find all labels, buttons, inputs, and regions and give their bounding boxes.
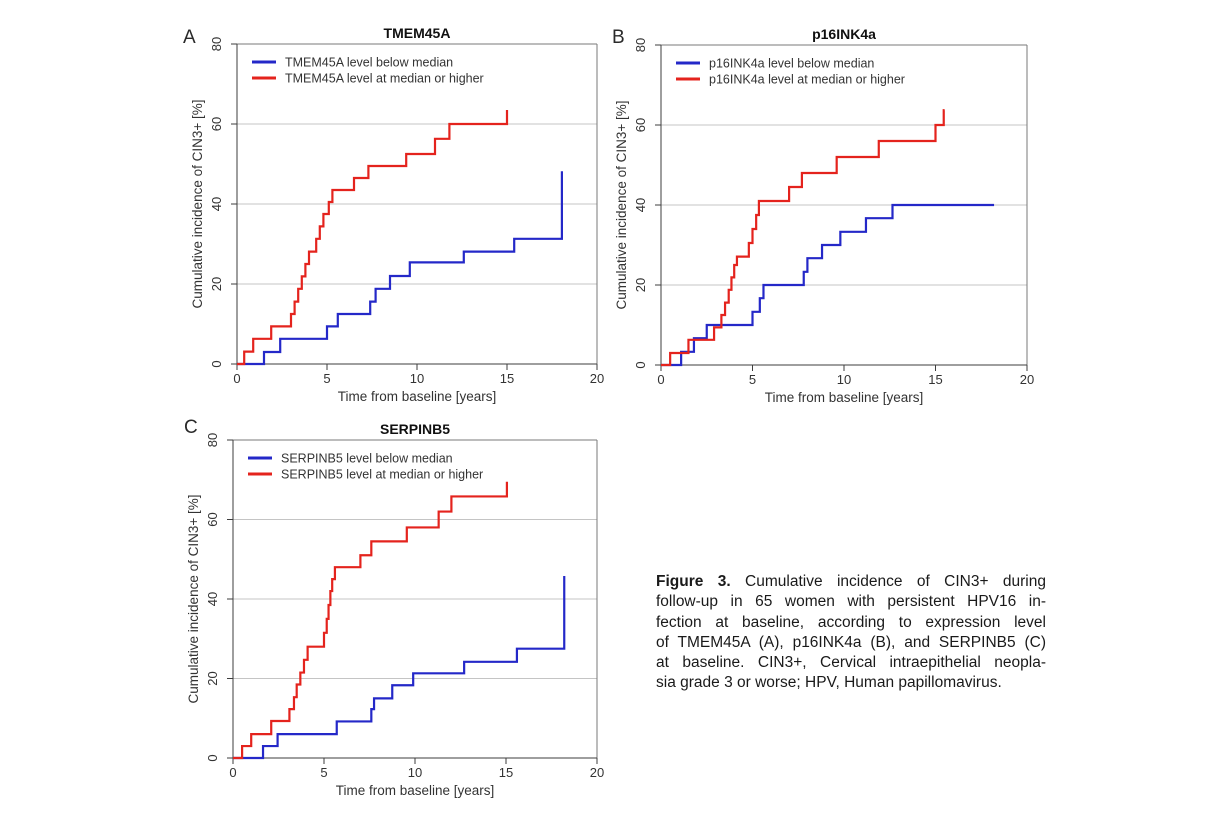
panel-letter: C [184,417,198,438]
y-tick-label: 40 [633,197,648,213]
legend [248,452,483,482]
y-tick-label: 0 [209,360,224,368]
x-tick-label: 10 [407,765,423,780]
y-axis-title: Cumulative incidence of CIN3+ [%] [186,494,201,704]
y-tick-label: 20 [633,277,648,293]
y-tick-label: 0 [633,361,648,369]
legend-label-red: SERPINB5 level at median or higher [281,467,484,482]
y-axis-title: Cumulative incidence of CIN3+ [%] [190,99,205,309]
figure-caption [656,572,1046,694]
axes [231,44,597,370]
panel-title: p16INK4a [812,26,876,42]
x-tick-label: 15 [499,371,515,386]
x-tick-label: 0 [657,372,665,387]
gridlines [237,124,597,284]
caption-line [656,572,1046,592]
panel-c-serpinb5 [170,400,610,812]
x-tick-label: 0 [233,371,241,386]
x-tick-label: 10 [836,372,852,387]
legend [252,56,484,86]
x-tick-label: 15 [498,765,514,780]
x-axis-title: Time from baseline [years] [335,783,495,798]
x-tick-label: 5 [320,765,328,780]
legend [676,57,905,87]
y-axis-title: Cumulative incidence of CIN3+ [%] [614,100,629,310]
panel-a-tmem45a [170,5,610,409]
panel-title: TMEM45A [383,25,451,41]
panel-letter: B [612,27,625,48]
x-tick-label: 20 [589,765,605,780]
caption-line: follow-up in 65 women with persistent HPV16 in- [656,593,1046,611]
axes [655,45,1027,371]
legend-label-blue: p16INK4a level below median [709,56,875,71]
caption-line: of TMEM45A (A), p16INK4a (B), and SERPINB5 (C) [656,633,1046,651]
axes [227,440,597,764]
series-red-step-line [661,110,945,365]
caption-line: fection at baseline, according to expression level [656,613,1046,631]
y-tick-label: 60 [633,117,648,133]
panel-title: SERPINB5 [379,421,451,437]
y-tick-label: 40 [209,196,224,212]
panel-b-p16ink4a [600,5,1038,409]
legend-label-red: p16INK4a level at median or higher [709,72,905,87]
y-tick-label: 40 [205,591,220,607]
caption-line: at baseline. CIN3+, Cervical intraepithelial neopla- [656,654,1046,672]
caption-line: sia grade 3 or worse; HPV, Human papillomavirus. [656,674,1002,692]
x-tick-label: 10 [409,371,425,386]
y-tick-label: 80 [633,37,648,53]
legend-label-blue: TMEM45A level below median [285,55,454,70]
x-tick-label: 15 [928,372,943,387]
x-axis-title: Time from baseline [years] [764,390,924,405]
x-tick-label: 0 [229,765,237,780]
caption-figure-label: Figure 3. [656,573,731,590]
series-blue-step-line [233,576,564,758]
panel-b-chart [600,5,1038,409]
series-blue-step-line [237,171,562,364]
y-tick-label: 80 [209,36,224,52]
series-red-step-line [233,482,507,758]
y-tick-label: 0 [205,754,220,762]
legend-label-blue: SERPINB5 level below median [281,451,453,466]
x-tick-label: 5 [748,372,757,387]
panel-a-chart [170,5,610,409]
x-axis-title: Time from baseline [years] [337,389,497,404]
y-tick-label: 80 [205,432,220,448]
series-red-step-line [237,110,507,364]
x-tick-label: 20 [589,371,605,386]
x-tick-label: 20 [1019,372,1035,387]
y-tick-label: 20 [209,276,224,292]
gridlines [233,520,597,679]
panel-letter: A [183,27,196,48]
y-tick-label: 20 [205,671,220,686]
legend-label-red: TMEM45A level at median or higher [285,71,484,86]
y-tick-label: 60 [209,116,224,132]
panel-c-chart [170,400,610,812]
caption-line-text: Cumulative incidence of CIN3+ during [730,573,1046,590]
y-tick-label: 60 [205,512,220,527]
x-tick-label: 5 [323,371,331,386]
